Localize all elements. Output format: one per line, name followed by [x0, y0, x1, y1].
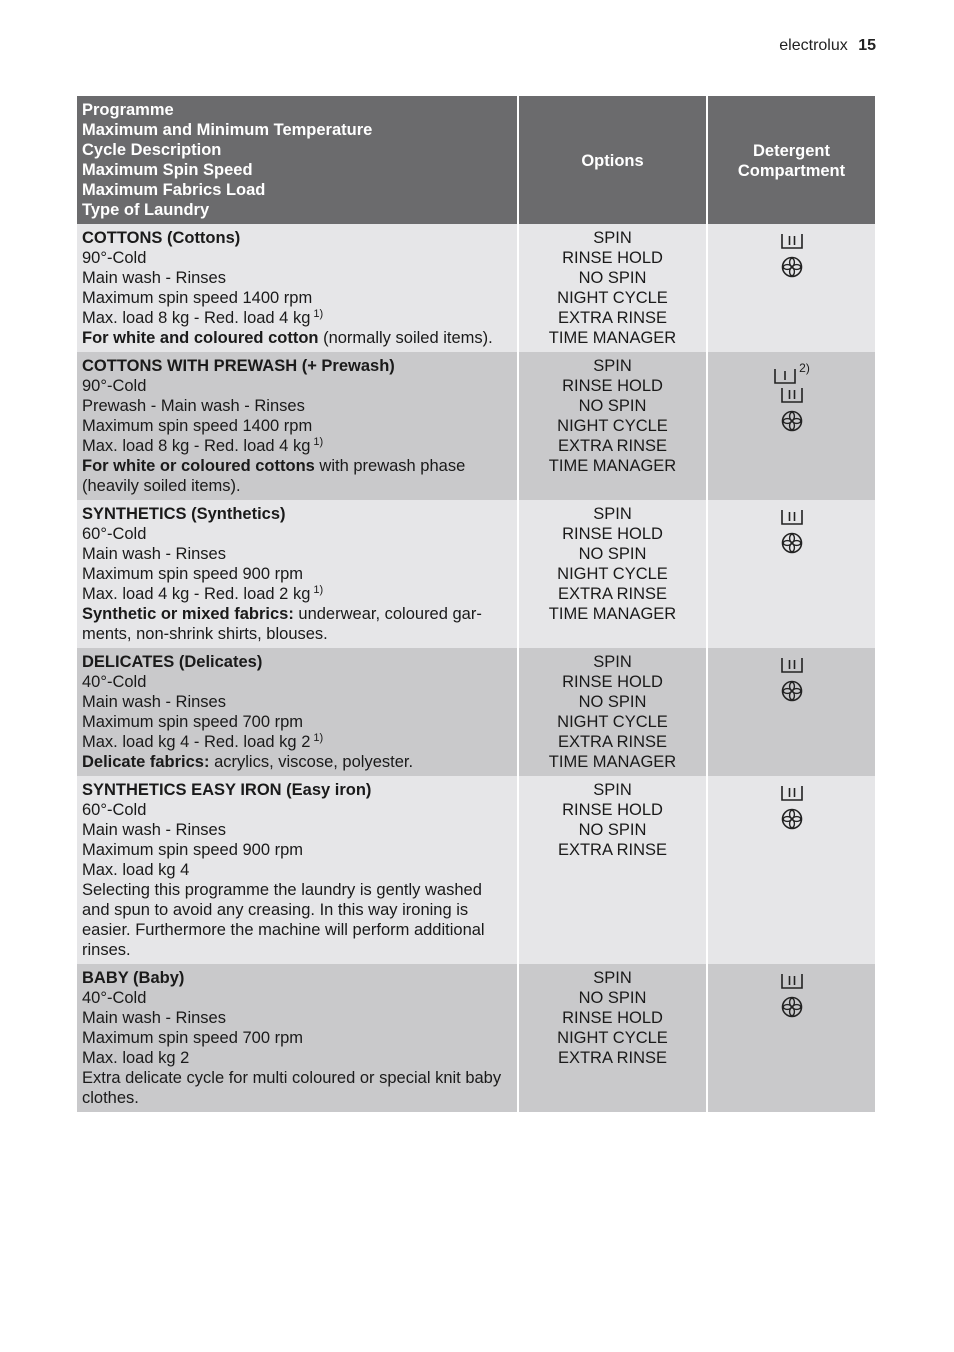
- option-item: SPIN: [593, 969, 632, 987]
- option-item: EXTRA RINSE: [557, 1049, 668, 1067]
- softener-icon: [780, 257, 804, 275]
- laundry-type-text: acrylics, viscose, polyester.: [209, 753, 414, 771]
- option-item: NO SPIN: [578, 693, 647, 711]
- max-load: Max. load 8 kg - Red. load 4 kg: [82, 309, 311, 327]
- laundry-type-bold: For white or coloured cottons: [82, 457, 315, 475]
- programme-title: BABY (Baby): [82, 969, 185, 987]
- cycle-description: Main wash - Rinses: [82, 1009, 226, 1027]
- icon-row: [762, 358, 822, 384]
- header-line: Maximum Fabrics Load: [82, 181, 266, 199]
- cycle-description: Main wash - Rinses: [82, 269, 226, 287]
- programme-title: SYNTHETICS EASY IRON (Easy iron): [82, 781, 372, 799]
- table-row: [77, 776, 875, 964]
- option-item: RINSE HOLD: [562, 377, 663, 395]
- options-cell: [518, 224, 707, 352]
- option-item: NO SPIN: [578, 397, 647, 415]
- detergent-cell: [707, 500, 875, 648]
- cycle-description: Main wash - Rinses: [82, 821, 226, 839]
- laundry-type-text: underwear, coloured gar-ments, non-shrink shirts, blouses.: [82, 605, 482, 643]
- spin-speed: Maximum spin speed 700 rpm: [82, 1029, 304, 1047]
- option-item: EXTRA RINSE: [557, 437, 668, 455]
- compartment-icons: [762, 358, 822, 436]
- programme-cell: [77, 964, 518, 1112]
- options-cell: [518, 776, 707, 964]
- max-load: Max. load kg 4: [82, 861, 190, 879]
- option-item: RINSE HOLD: [562, 801, 663, 819]
- temperature-range: 40°-Cold: [82, 989, 147, 1007]
- header-line: Cycle Description: [82, 141, 222, 159]
- options-cell: [518, 352, 707, 500]
- max-load: Max. load 4 kg - Red. load 2 kg: [82, 585, 311, 603]
- table-row: [77, 352, 875, 500]
- option-item: NIGHT CYCLE: [557, 417, 668, 435]
- main-wash-icon: [780, 385, 804, 403]
- option-item: RINSE HOLD: [562, 1009, 663, 1027]
- softener-icon: [780, 533, 804, 551]
- option-item: NO SPIN: [578, 821, 647, 839]
- detergent-cell: [707, 224, 875, 352]
- temperature-range: 40°-Cold: [82, 673, 147, 691]
- option-item: SPIN: [593, 653, 632, 671]
- temperature-range: 60°-Cold: [82, 525, 147, 543]
- programme-cell: [77, 352, 518, 500]
- main-wash-icon: [780, 971, 804, 989]
- icon-row: [762, 680, 822, 706]
- table-header-row: [77, 96, 875, 224]
- laundry-type-text: (normally soiled items).: [318, 329, 493, 347]
- load-line: [82, 732, 512, 752]
- max-load: Max. load 8 kg - Red. load 4 kg: [82, 437, 311, 455]
- option-item: NIGHT CYCLE: [557, 1029, 668, 1047]
- load-line: [82, 584, 512, 604]
- option-item: NIGHT CYCLE: [557, 713, 668, 731]
- main-wash-icon: [780, 783, 804, 801]
- option-item: EXTRA RINSE: [557, 585, 668, 603]
- spin-speed: Maximum spin speed 900 rpm: [82, 565, 304, 583]
- icon-row: [762, 532, 822, 558]
- option-item: SPIN: [593, 229, 632, 247]
- programme-title: COTTONS (Cottons): [82, 229, 241, 247]
- header-line: Compartment: [737, 161, 846, 180]
- option-item: EXTRA RINSE: [557, 733, 668, 751]
- cycle-description: Main wash - Rinses: [82, 545, 226, 563]
- option-item: NO SPIN: [578, 989, 647, 1007]
- programme-title: COTTONS WITH PREWASH (+ Prewash): [82, 357, 395, 375]
- footnote-ref: 1): [313, 732, 324, 744]
- option-item: TIME MANAGER: [548, 753, 677, 771]
- laundry-type: [82, 752, 512, 772]
- icon-row: [762, 410, 822, 436]
- softener-icon: [780, 681, 804, 699]
- options-cell: [518, 964, 707, 1112]
- programme-cell: [77, 648, 518, 776]
- icon-row: [762, 256, 822, 282]
- laundry-type-bold: For white and coloured cotton: [82, 329, 319, 347]
- header-line: Maximum Spin Speed: [82, 161, 253, 179]
- laundry-type: [82, 456, 512, 496]
- spin-speed: Maximum spin speed 700 rpm: [82, 713, 304, 731]
- table-row: [77, 964, 875, 1112]
- icon-row: [762, 970, 822, 996]
- header-programme: [77, 96, 518, 224]
- table-row: [77, 648, 875, 776]
- icon-row: [762, 230, 822, 256]
- option-item: NO SPIN: [578, 269, 647, 287]
- header-line: Detergent: [752, 141, 830, 160]
- cycle-description: Main wash - Rinses: [82, 693, 226, 711]
- footnote-ref: 2): [799, 361, 810, 375]
- table-row: [77, 500, 875, 648]
- programme-table: [77, 96, 875, 1112]
- header-options: Options: [518, 96, 707, 224]
- options-cell: [518, 500, 707, 648]
- cycle-description: Prewash - Main wash - Rinses: [82, 397, 305, 415]
- footnote-ref: 1): [313, 584, 324, 596]
- temperature-range: 60°-Cold: [82, 801, 147, 819]
- header-line: Maximum and Minimum Temperature: [82, 121, 373, 139]
- main-wash-icon: [780, 231, 804, 249]
- option-item: RINSE HOLD: [562, 525, 663, 543]
- programme-cell: [77, 776, 518, 964]
- load-line: [82, 1048, 512, 1068]
- option-item: SPIN: [593, 781, 632, 799]
- compartment-icons: [762, 230, 822, 282]
- header-detergent: [707, 96, 875, 224]
- laundry-type: Selecting this programme the laundry is gently washed and spun to avoid any creasing. In this way ironing is easier. Furthermore the machine will perform additional rinses.: [82, 881, 485, 959]
- detergent-cell: [707, 964, 875, 1112]
- load-line: [82, 308, 512, 328]
- option-item: EXTRA RINSE: [557, 309, 668, 327]
- laundry-type: Extra delicate cycle for multi coloured or special knit baby clothes.: [82, 1069, 502, 1107]
- option-item: NIGHT CYCLE: [557, 289, 668, 307]
- temperature-range: 90°-Cold: [82, 377, 147, 395]
- max-load: Max. load kg 4 - Red. load kg 2: [82, 733, 311, 751]
- compartment-icons: [762, 654, 822, 706]
- option-item: RINSE HOLD: [562, 249, 663, 267]
- compartment-icons: [762, 970, 822, 1022]
- icon-row: [762, 654, 822, 680]
- softener-icon: [780, 997, 804, 1015]
- spin-speed: Maximum spin speed 1400 rpm: [82, 417, 313, 435]
- option-item: NIGHT CYCLE: [557, 565, 668, 583]
- icon-row: [762, 782, 822, 808]
- option-item: TIME MANAGER: [548, 329, 677, 347]
- detergent-cell: [707, 648, 875, 776]
- spin-speed: Maximum spin speed 1400 rpm: [82, 289, 313, 307]
- option-item: EXTRA RINSE: [557, 841, 668, 859]
- programme-cell: [77, 500, 518, 648]
- laundry-type-bold: Synthetic or mixed fabrics:: [82, 605, 294, 623]
- laundry-type-text: with prewash phase (heavily soiled items).: [82, 457, 466, 495]
- icon-row: [762, 996, 822, 1022]
- load-line: [82, 860, 512, 880]
- header-line: Type of Laundry: [82, 201, 210, 219]
- footnote-ref: 1): [313, 308, 324, 320]
- softener-icon: [780, 809, 804, 827]
- main-wash-icon: [780, 507, 804, 525]
- option-item: RINSE HOLD: [562, 673, 663, 691]
- max-load: Max. load kg 2: [82, 1049, 190, 1067]
- options-cell: [518, 648, 707, 776]
- laundry-type: [82, 604, 512, 644]
- programme-cell: [77, 224, 518, 352]
- option-item: NO SPIN: [578, 545, 647, 563]
- option-item: SPIN: [593, 505, 632, 523]
- laundry-type: [82, 328, 512, 348]
- spin-speed: Maximum spin speed 900 rpm: [82, 841, 304, 859]
- brand-name: electrolux: [779, 37, 848, 54]
- compartment-icons: [762, 782, 822, 834]
- table-body: [77, 224, 875, 1112]
- table-row: [77, 224, 875, 352]
- page-header: [779, 37, 876, 55]
- load-line: [82, 436, 512, 456]
- prewash-icon: [773, 366, 797, 384]
- softener-icon: [780, 411, 804, 429]
- header-line: Programme: [82, 101, 174, 119]
- main-wash-icon: [780, 655, 804, 673]
- laundry-type-bold: Delicate fabrics:: [82, 753, 210, 771]
- option-item: TIME MANAGER: [548, 605, 677, 623]
- option-item: TIME MANAGER: [548, 457, 677, 475]
- icon-row: [762, 506, 822, 532]
- detergent-cell: [707, 776, 875, 964]
- compartment-icons: [762, 506, 822, 558]
- page-number: 15: [858, 37, 876, 54]
- detergent-cell: [707, 352, 875, 500]
- footnote-ref: 1): [313, 436, 324, 448]
- temperature-range: 90°-Cold: [82, 249, 147, 267]
- option-item: SPIN: [593, 357, 632, 375]
- icon-row: [762, 384, 822, 410]
- programme-title: DELICATES (Delicates): [82, 653, 263, 671]
- icon-row: [762, 808, 822, 834]
- programme-title: SYNTHETICS (Synthetics): [82, 505, 286, 523]
